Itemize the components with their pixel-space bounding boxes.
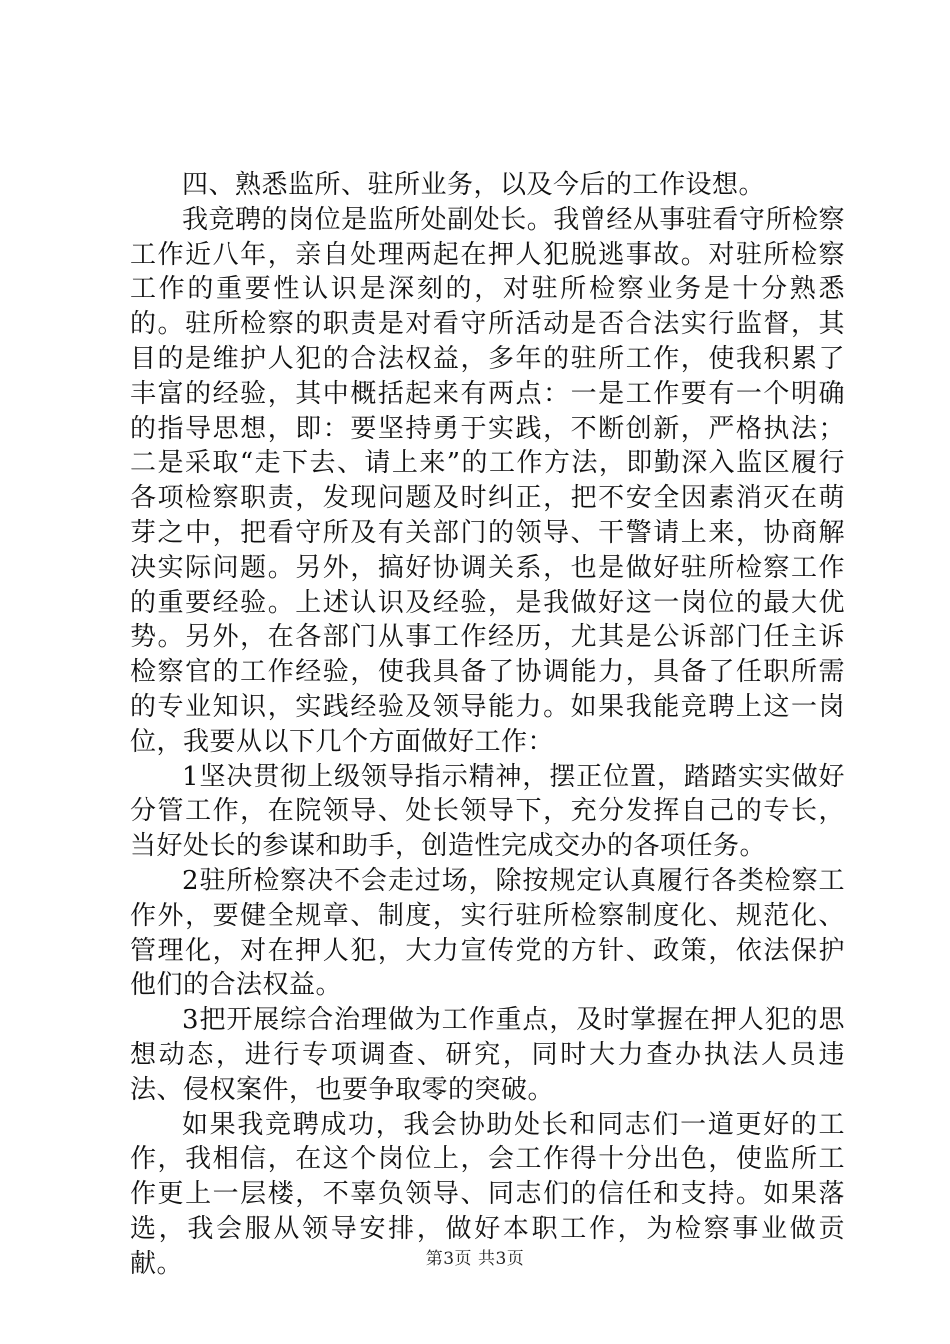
document-body: [130, 168, 845, 1282]
list-item-1: 1坚决贯彻上级领导指示精神，摆正位置，踏踏实实做好分管工作，在院领导、处长领导下，充分发挥自己的专长，当好处长的参谋和助手，创造性完成交办的各项任务。: [130, 761, 845, 862]
page-number-footer: 第3页 共3页: [425, 1249, 525, 1269]
closing-paragraph: 如果我竞聘成功，我会协助处长和同志们一道更好的工作，我相信，在这个岗位上，会工作得十分出色，使监所工作更上一层楼，不辜负领导、同志们的信任和支持。如果落选，我会服从领导安排，做好本职工作，为检察事业做贡献。: [130, 1109, 845, 1279]
section-heading: 四、熟悉监所、驻所业务，以及今后的工作设想。: [182, 170, 766, 200]
list-item-2: 2驻所检察决不会走过场，除按规定认真履行各类检察工作外，要健全规章、制度，实行驻所检察制度化、规范化、管理化，对在押人犯，大力宣传党的方针、政策，依法保护他们的合法权益。: [130, 865, 845, 1001]
list-item-3: 3把开展综合治理做为工作重点，及时掌握在押人犯的思想动态，进行专项调查、研究，同时大力查办执法人员违法、侵权案件，也要争取零的突破。: [130, 1005, 845, 1105]
body-paragraph: 我竞聘的岗位是监所处副处长。我曾经从事驻看守所检察工作近八年，亲自处理两起在押人犯脱逃事故。对驻所检察工作的重要性认识是深刻的，对驻所检察业务是十分熟悉的。驻所检察的职责是对看守所活动是否合法实行监督，其目的是维护人犯的合法权益，多年的驻所工作，使我积累了丰富的经验，其中概括起来有两点：一是工作要有一个明确的指导思想，即：要坚持勇于实践，不断创新，严格执法；二是采取“走下去、请上来”的工作方法，即勤深入监区履行各项检察职责，发现问题及时纠正，把不安全因素消灭在萌芽之中，把看守所及有关部门的领导、干警请上来，协商解决实际问题。另外，搞好协调关系，也是做好驻所检察工作的重要经验。上述认识及经验，是我做好这一岗位的最大优势。另外，在各部门从事工作经历，尤其是公诉部门任主诉检察官的工作经验，使我具备了协调能力，具备了任职所需的专业知识，实践经验及领导能力。如果我能竞聘上这一岗位，我要从以下几个方面做好工作：: [130, 204, 845, 757]
